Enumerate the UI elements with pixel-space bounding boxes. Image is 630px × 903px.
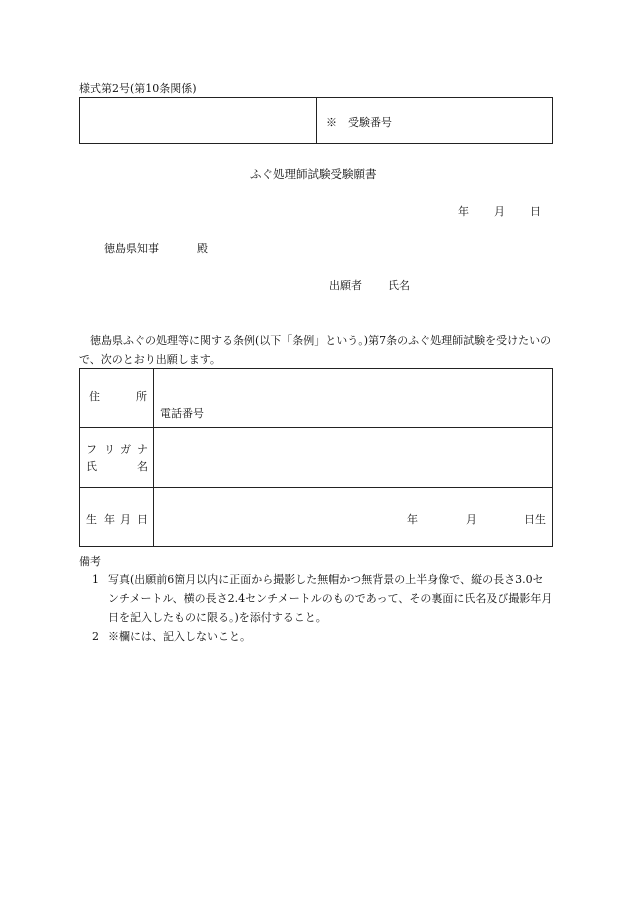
furigana-char: ナ xyxy=(137,443,148,456)
exam-number-label: ※ 受験番号 xyxy=(326,116,392,129)
birth-year: 年 xyxy=(407,513,418,526)
remark-text: ※欄には、記入しないこと。 xyxy=(108,630,251,643)
phone-label: 電話番号 xyxy=(160,407,204,420)
date-day: 日 xyxy=(530,205,541,218)
birth-label-char: 日 xyxy=(137,513,148,526)
applicant-name-label: 氏名 xyxy=(388,279,410,292)
birth-day: 日生 xyxy=(524,513,546,526)
page-title: ふぐ処理師試験受験願書 xyxy=(250,167,377,181)
name-input-cell[interactable] xyxy=(154,428,552,486)
birth-label-char: 月 xyxy=(120,513,131,526)
birth-label-char: 年 xyxy=(104,513,115,526)
applicant-label: 出願者 xyxy=(329,279,362,292)
remark-text: 写真(出願前6箇月以内に正面から撮影した無帽かつ無背景の上半身像で、縦の長さ3.0センチメートル、横の長さ2.4センチメートルのものであって、その裏面に氏名及び撮影年月日を記入したものに限る。)を添付すること。 xyxy=(108,573,553,624)
application-statement: 徳島県ふぐの処理等に関する条例(以下「条例」という。)第7条のふぐ処理師試験を受けたいので、次のとおり出願します。 xyxy=(79,334,552,366)
remark-number: 2 xyxy=(92,630,99,643)
furigana-char: フ xyxy=(86,443,97,456)
date-year: 年 xyxy=(458,205,469,218)
furigana-char: リ xyxy=(104,443,115,456)
address-label-left: 住 xyxy=(89,390,100,403)
furigana-char: ガ xyxy=(120,443,131,456)
date-month: 月 xyxy=(494,205,505,218)
addressee-honorific: 殿 xyxy=(197,242,208,255)
exam-number-blank-cell[interactable] xyxy=(79,98,316,143)
birth-month: 月 xyxy=(466,513,477,526)
exam-box-divider xyxy=(316,97,317,144)
name-label-left: 氏 xyxy=(86,460,97,473)
remark-item xyxy=(92,570,554,627)
remarks-heading: 備考 xyxy=(79,555,101,568)
remark-number: 1 xyxy=(92,573,99,586)
address-label-right: 所 xyxy=(136,390,147,403)
addressee-name: 徳島県知事 xyxy=(104,242,159,255)
birth-label-char: 生 xyxy=(86,513,97,526)
birth-date-input-cell[interactable] xyxy=(154,488,552,546)
remark-item xyxy=(92,627,554,646)
name-label-right: 名 xyxy=(137,460,148,473)
address-input-cell[interactable] xyxy=(154,369,552,427)
form-label: 様式第2号(第10条関係) xyxy=(79,82,197,95)
